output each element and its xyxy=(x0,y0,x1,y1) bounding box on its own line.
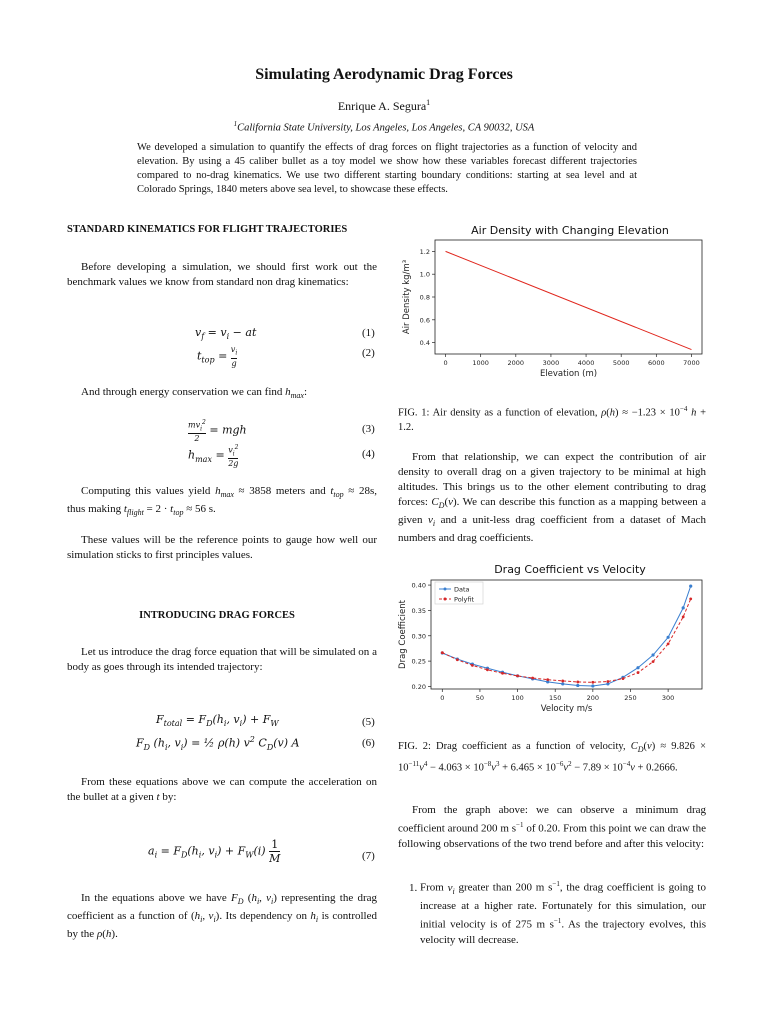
figure-1-caption: FIG. 1: Air density as a function of elevation, $\rho(h) \approx -1.23 \times 10^{-4}$ h + 1.2. xyxy=(398,405,707,433)
legend-label: Data xyxy=(454,585,470,594)
polyfit-point xyxy=(516,675,519,678)
polyfit-point xyxy=(546,678,549,681)
polyfit-point xyxy=(441,651,444,654)
y-tick-label: 0.30 xyxy=(411,632,426,641)
section-title-kinematics: STANDARD KINEMATICS FOR FLIGHT TRAJECTORIES xyxy=(67,224,348,235)
paragraph-reference: These values will be the reference points to gauge how well our simulation sticks to first principles values. xyxy=(67,534,377,561)
chart-legend xyxy=(435,582,483,604)
y-tick-label: 0.25 xyxy=(411,657,426,666)
x-axis-label: Velocity m/s xyxy=(540,704,593,714)
x-tick-label: 5000 xyxy=(612,359,630,367)
polyfit-point xyxy=(689,597,692,600)
y-tick-label: 0.6 xyxy=(419,316,430,325)
affiliation xyxy=(0,120,768,134)
data-point xyxy=(651,653,654,656)
polyfit-point xyxy=(622,677,625,680)
x-tick-label: 7000 xyxy=(683,359,700,367)
x-tick-label: 6000 xyxy=(648,359,665,367)
polyfit-point xyxy=(501,672,504,675)
polyfit-point xyxy=(561,680,564,683)
chart-2-drag-coefficient xyxy=(398,576,710,726)
observation-list xyxy=(398,877,706,948)
equation-5: $F_{total} = F_D(h_i$, $v_i) + F_W$ xyxy=(156,713,279,729)
chart-2-title: Drag Coefficient vs Velocity xyxy=(494,563,646,576)
equation-7: $a_i = F_D(h_i$, $v_i) + F_W(i)$ $\frac{1}{M}$ xyxy=(148,838,281,865)
equation-5-number: (5) xyxy=(362,716,375,728)
series-line-air-density xyxy=(446,251,692,349)
polyfit-point xyxy=(486,668,489,671)
y-tick-label: 0.4 xyxy=(419,339,430,348)
author-line xyxy=(0,98,768,114)
x-tick-label: 100 xyxy=(511,694,524,702)
y-axis-label: Air Density kg/m³ xyxy=(402,259,412,335)
polyfit-point xyxy=(471,664,474,667)
x-axis-label: Elevation (m) xyxy=(539,369,598,379)
legend-label: Polyfit xyxy=(454,595,474,604)
author-superscript: 1 xyxy=(426,98,431,107)
paragraph-intro: Before developing a simulation, we should first work out the benchmark values we know from standard non drag kinematics: xyxy=(67,261,377,288)
author-name: Enrique A. Segura xyxy=(337,99,427,113)
data-point xyxy=(561,682,564,685)
x-tick-label: 50 xyxy=(475,694,485,702)
x-tick-label: 300 xyxy=(661,694,675,702)
paragraph-density: From that relationship, we can expect the contribution of air density to overall drag on a given trajectory to be minimal at high altitudes. This brings us to the other element contributing to drag forces: $C_D(v)$. We can describe this function as a mapping between a given $v_i$ and a unit-less drag coefficient from a dataset of Mach numbers and drag coefficients. xyxy=(398,451,706,545)
x-tick-label: 4000 xyxy=(577,359,595,367)
polyfit-point xyxy=(531,677,534,680)
equation-7-number: (7) xyxy=(362,850,375,862)
x-tick-label: 1000 xyxy=(472,359,489,367)
x-tick-label: 250 xyxy=(624,694,637,702)
x-tick-label: 3000 xyxy=(542,359,560,367)
polyfit-point xyxy=(607,680,610,683)
polyfit-point xyxy=(682,616,685,619)
chart-1-air-density xyxy=(400,236,710,386)
polyfit-point xyxy=(667,642,670,645)
series-line-polyfit xyxy=(442,599,690,682)
x-tick-label: 150 xyxy=(548,694,562,702)
x-tick-label: 2000 xyxy=(507,359,525,367)
equation-3: $mv_i^2$ 2 = mgh xyxy=(188,419,247,444)
data-point xyxy=(682,606,685,609)
y-tick-label: 1.2 xyxy=(419,247,430,256)
affiliation-text: California State University, Los Angeles, Los Angeles, CA 90032, USA xyxy=(237,122,535,134)
polyfit-point xyxy=(637,671,640,674)
y-axis-label: Drag Coefficient xyxy=(398,600,408,669)
polyfit-point xyxy=(652,660,655,663)
data-point xyxy=(576,684,579,687)
paragraph-explanation: In the equations above we have $F_D$ ($h_i$, $v_i$) representing the drag coefficient as a function of ($h_i$, $v_i$). Its dependency on $h_i$ is controlled by the ρ(h). xyxy=(67,892,377,941)
equation-1-number: (1) xyxy=(362,327,375,339)
polyfit-point xyxy=(456,658,459,661)
paragraph-drag-intro: Let us introduce the drag force equation that will be simulated on a body as goes through its intended trajectory: xyxy=(67,646,377,673)
legend-marker xyxy=(444,588,447,591)
y-tick-label: 0.40 xyxy=(411,581,426,590)
paragraph-acceleration: From these equations above we can compute the acceleration on the bullet at a given t by: xyxy=(67,776,377,803)
y-tick-label: 0.35 xyxy=(411,606,426,615)
polyfit-point xyxy=(576,681,579,684)
equation-6: $F_D$ ($h_i$, $v_i$) = ½ ρ(h) $v^2$ $C_D(v)$ A xyxy=(136,735,300,752)
data-point xyxy=(667,636,670,639)
equation-4: $h_{max}$ = $\frac{v_i^2}{2g}$ xyxy=(188,444,239,469)
abstract: We developed a simulation to quantify the effects of drag forces on flight trajectories as a function of velocity and elevation. By using a 45 caliber bullet as a toy model we show how these variables forecast different trajectories compared to no-drag kinematics. We use two different starting boundary conditions: starting at sea level and at Colorado Springs, 1840 meters above sea level, to showcase these effects. xyxy=(137,142,637,195)
x-tick-label: 0 xyxy=(443,359,448,367)
x-tick-label: 0 xyxy=(440,694,445,702)
x-tick-label: 200 xyxy=(586,694,600,702)
paper-title: Simulating Aerodynamic Drag Forces xyxy=(255,66,513,83)
y-tick-label: 0.8 xyxy=(419,293,430,302)
figure-2-caption: FIG. 2: Drag coefficient as a function of velocity, $C_D(v) \approx 9.826 \times 10^{-11}v^4 - 4.063 \times 10^{-8}v^3 + 6.465 \times 10^{-6}v^2 - 7.89 \times 10^{-4}v + 0.2666$. xyxy=(398,741,707,774)
equation-6-number: (6) xyxy=(362,737,375,749)
equation-1: $v_f = v_i$ − at xyxy=(195,326,257,342)
equation-4-number: (4) xyxy=(362,448,375,460)
y-tick-label: 0.20 xyxy=(411,682,426,691)
y-tick-label: 1.0 xyxy=(419,270,430,279)
data-point xyxy=(689,584,692,587)
paragraph-energy: And through energy conservation we can find $h_{max}$: xyxy=(81,386,308,401)
paragraph-minimum: From the graph above: we can observe a minimum drag coefficient around 200 m $s^{-1}$ of 0.20. From this point we can draw the following observations of the two trend before and after this velocity: xyxy=(398,804,706,850)
observation-item-1: 1. From $v_i$ greater than 200 m $s^{-1}$, the drag coefficient is going to increase at a higher rate. Fortunately for this simulation, our initial velocity is of 275 m $s^{-1}$. As the trajectory evolves, this velocity will decrease. xyxy=(420,877,706,948)
paragraph-values: Computing this values yield $h_{max} \approx 3858$ meters and $t_{top} \approx 28s$, thus making $t_{flight} = 2 \cdot t_{top} \approx 56$ s. xyxy=(67,485,377,518)
legend-marker xyxy=(444,598,447,601)
equation-2-number: (2) xyxy=(362,347,375,359)
polyfit-point xyxy=(591,681,594,684)
equation-2: $t_{top}$ = $\frac{v_i}{g}$ xyxy=(197,345,238,368)
section-title-drag: INTRODUCING DRAG FORCES xyxy=(139,610,295,621)
data-point xyxy=(591,684,594,687)
equation-3-number: (3) xyxy=(362,423,375,435)
plot-frame xyxy=(435,240,702,354)
chart-1-title: Air Density with Changing Elevation xyxy=(471,224,669,237)
data-point xyxy=(636,666,639,669)
affiliation-superscript: 1 xyxy=(233,120,238,128)
